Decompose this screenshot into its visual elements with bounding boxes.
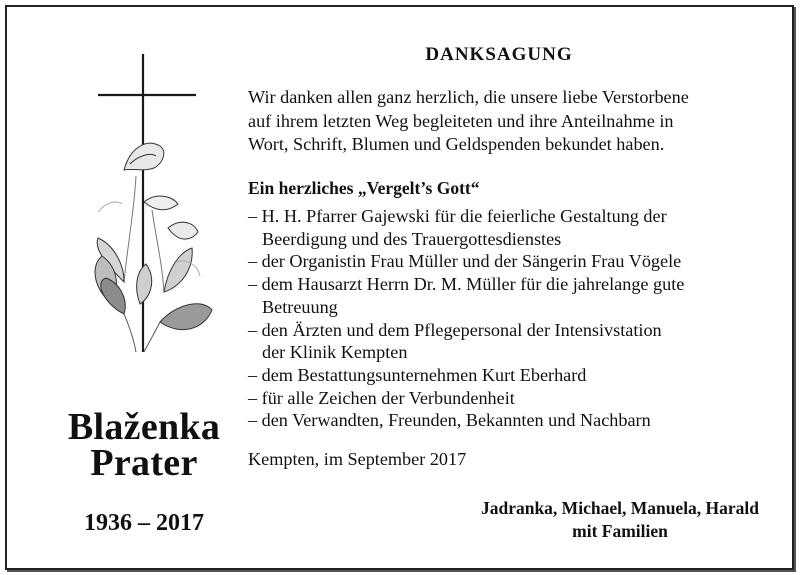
- thanks-list: [248, 205, 778, 432]
- life-years: 1936 – 2017: [84, 510, 204, 536]
- thanks-item: – H. H. Pfarrer Gajewski für die feierliche Gestaltung der: [248, 206, 667, 226]
- deceased-last-name: Prater: [90, 442, 198, 484]
- intro-line: Wir danken allen ganz herzlich, die unsere liebe Verstorbene: [248, 87, 689, 107]
- thanks-item: – dem Hausarzt Herrn Dr. M. Müller für die jahrelange gute: [248, 274, 685, 295]
- signers: [400, 497, 800, 543]
- thanks-item: – den Ärzten und dem Pflegepersonal der Intensivstation: [248, 319, 662, 340]
- calla-lily-icon: [95, 143, 212, 352]
- thanks-item: – für alle Zeichen der Verbundenheit: [248, 387, 515, 408]
- memorial-artwork: [64, 52, 234, 404]
- place-date: Kempten, im September 2017: [248, 449, 467, 469]
- signer-names: Jadranka, Michael, Manuela, Harald: [480, 498, 760, 518]
- intro-line: Wort, Schrift, Blumen und Geldspenden bekundet haben.: [248, 134, 665, 154]
- thanks-subheading: Ein herzliches „Vergelt’s Gott“: [248, 178, 480, 198]
- signer-families: mit Familien: [572, 521, 668, 541]
- notice-title: DANKSAGUNG: [425, 44, 573, 65]
- intro-paragraph: [248, 86, 768, 157]
- thanks-item: – der Organistin Frau Müller und der Sängerin Frau Vögele: [248, 251, 682, 272]
- intro-line: auf ihrem letzten Weg begleiteten und ihre Anteilnahme in: [248, 110, 674, 131]
- thanks-item-continuation: der Klinik Kempten: [262, 342, 408, 363]
- thanks-item-continuation: Beerdigung und des Trauergottesdienstes: [262, 228, 562, 249]
- thanks-item: – den Verwandten, Freunden, Bekannten und Nachbarn: [248, 410, 651, 431]
- thanks-item-continuation: Betreuung: [262, 296, 338, 317]
- deceased-first-name: Blaženka: [67, 406, 221, 448]
- thanks-item: – dem Bestattungsunternehmen Kurt Eberhard: [248, 364, 587, 385]
